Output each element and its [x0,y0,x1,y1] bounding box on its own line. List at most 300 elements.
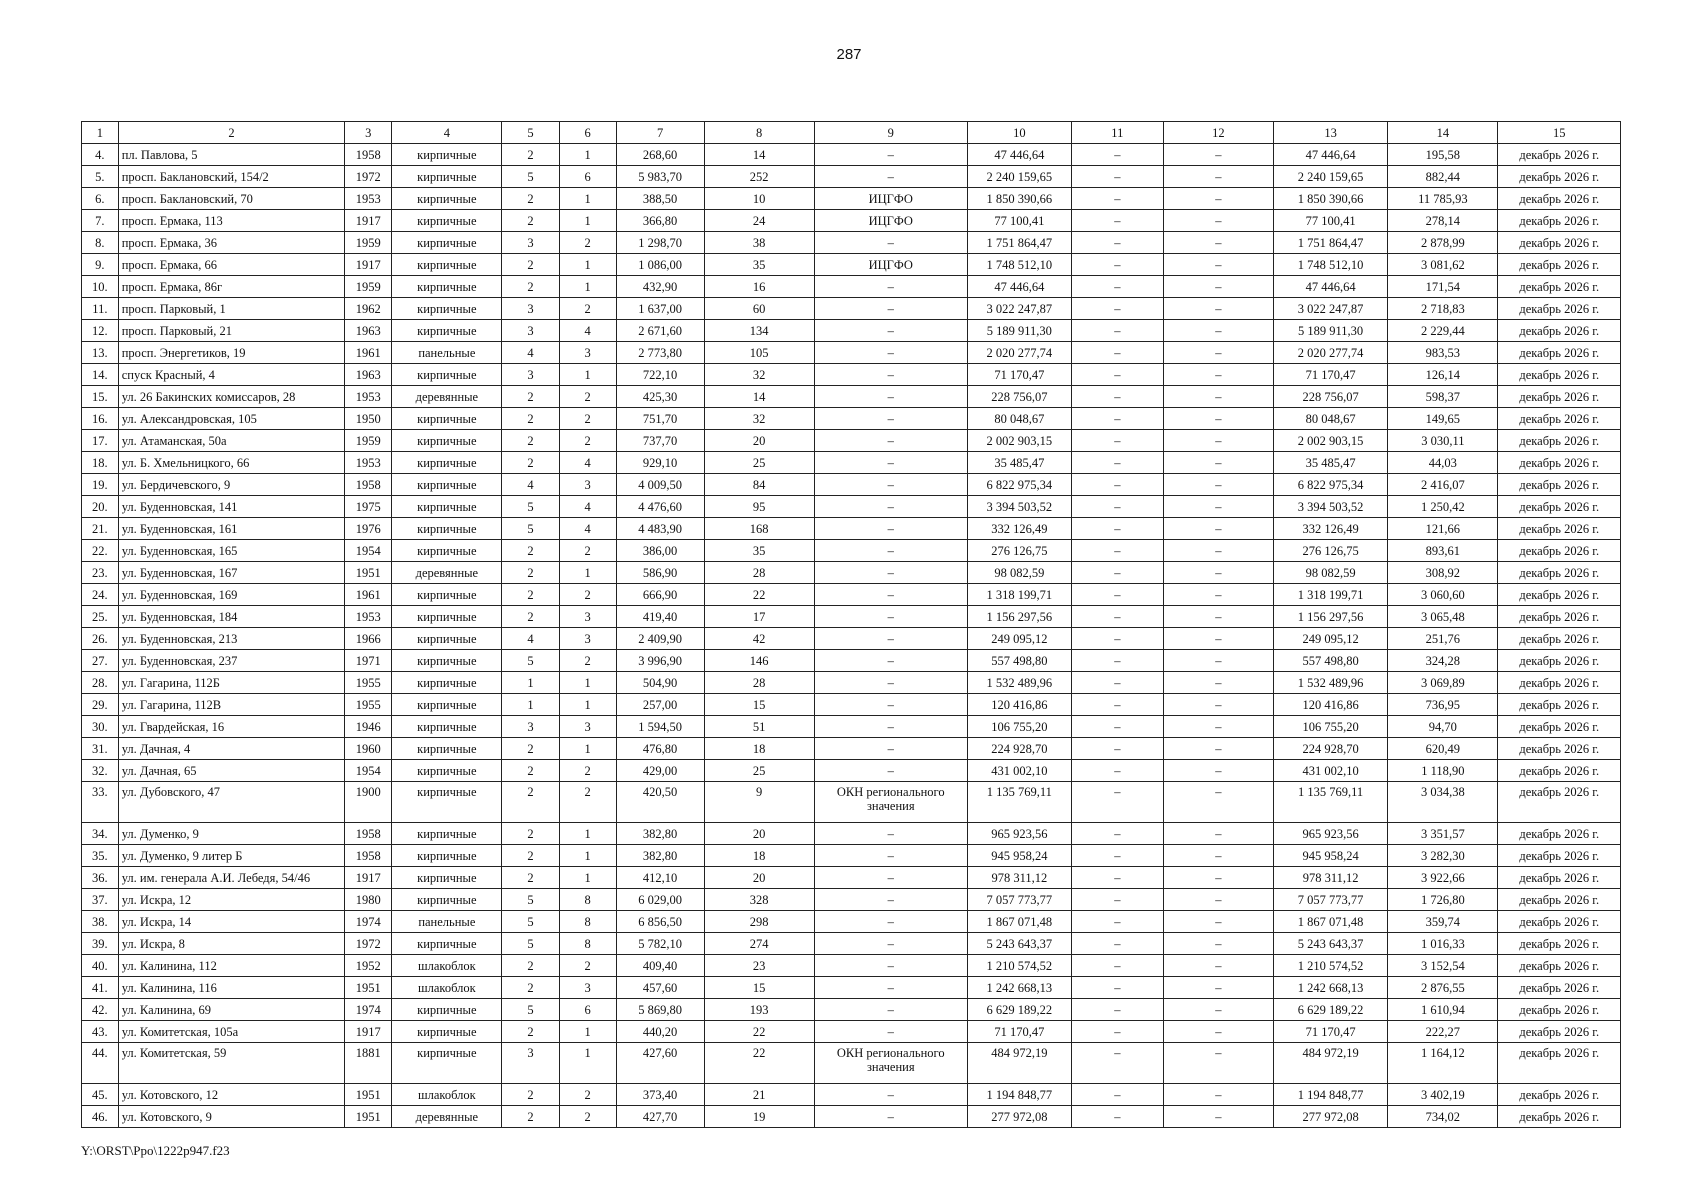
table-cell-col-14: 2 718,83 [1388,298,1498,320]
column-header-9: 9 [814,122,967,144]
table-cell-col-4: кирпичные [392,298,502,320]
table-cell-col-8: 19 [704,1106,814,1128]
table-cell-col-3: 1954 [345,760,392,782]
table-cell-col-15: декабрь 2026 г. [1498,694,1621,716]
table-cell-col-2: ул. Калинина, 69 [118,999,345,1021]
table-cell-col-3: 1972 [345,166,392,188]
table-cell-col-1: 26. [82,628,119,650]
table-cell-col-12: – [1163,760,1273,782]
table-cell-col-4: кирпичные [392,867,502,889]
table-cell-col-2: ул. Буденновская, 237 [118,650,345,672]
table-cell-col-15: декабрь 2026 г. [1498,1021,1621,1043]
table-cell-col-13: 6 629 189,22 [1273,999,1387,1021]
table-cell-col-6: 2 [559,760,616,782]
table-cell-col-3: 1950 [345,408,392,430]
table-cell-col-9: – [814,518,967,540]
table-cell-col-1: 21. [82,518,119,540]
table-cell-col-14: 1 726,80 [1388,889,1498,911]
table-cell-col-2: ул. Котовского, 12 [118,1084,345,1106]
table-row [82,867,1621,889]
table-cell-col-3: 1917 [345,1021,392,1043]
table-cell-col-10: 71 170,47 [967,364,1071,386]
table-cell-col-1: 15. [82,386,119,408]
table-cell-col-12: – [1163,320,1273,342]
table-cell-col-6: 2 [559,408,616,430]
table-cell-col-3: 1958 [345,845,392,867]
table-cell-col-2: просп. Баклановский, 70 [118,188,345,210]
table-cell-col-8: 134 [704,320,814,342]
table-cell-col-9: – [814,342,967,364]
table-cell-col-10: 2 240 159,65 [967,166,1071,188]
table-cell-col-9: – [814,628,967,650]
table-cell-col-5: 5 [502,650,559,672]
table-cell-col-7: 425,30 [616,386,704,408]
table-cell-col-1: 17. [82,430,119,452]
table-cell-col-1: 14. [82,364,119,386]
table-cell-col-3: 1960 [345,738,392,760]
table-cell-col-15: декабрь 2026 г. [1498,911,1621,933]
table-row [82,845,1621,867]
table-cell-col-8: 15 [704,694,814,716]
table-cell-col-9: – [814,867,967,889]
table-cell-col-12: – [1163,977,1273,999]
table-cell-col-7: 420,50 [616,782,704,823]
table-cell-col-7: 268,60 [616,144,704,166]
table-cell-col-11: – [1071,562,1163,584]
table-row [82,584,1621,606]
table-row [82,386,1621,408]
table-cell-col-14: 3 922,66 [1388,867,1498,889]
table-cell-col-3: 1966 [345,628,392,650]
table-cell-col-6: 2 [559,782,616,823]
table-cell-col-8: 20 [704,867,814,889]
table-cell-col-8: 32 [704,364,814,386]
table-cell-col-14: 278,14 [1388,210,1498,232]
table-cell-col-5: 2 [502,562,559,584]
table-row [82,911,1621,933]
table-cell-col-5: 4 [502,628,559,650]
table-cell-col-7: 386,00 [616,540,704,562]
column-header-7: 7 [616,122,704,144]
column-header-6: 6 [559,122,616,144]
table-cell-col-7: 429,00 [616,760,704,782]
table-cell-col-4: кирпичные [392,364,502,386]
table-cell-col-5: 1 [502,672,559,694]
table-cell-col-9: – [814,584,967,606]
table-cell-col-7: 2 671,60 [616,320,704,342]
table-row [82,518,1621,540]
table-cell-col-14: 324,28 [1388,650,1498,672]
table-cell-col-12: – [1163,1021,1273,1043]
table-cell-col-3: 1951 [345,1106,392,1128]
table-cell-col-13: 47 446,64 [1273,144,1387,166]
table-cell-col-10: 277 972,08 [967,1106,1071,1128]
table-cell-col-4: кирпичные [392,496,502,518]
table-cell-col-15: декабрь 2026 г. [1498,760,1621,782]
table-row [82,955,1621,977]
file-path-footer: Y:\ORST\Ppo\1222p947.f23 [81,1143,230,1158]
table-cell-col-15: декабрь 2026 г. [1498,144,1621,166]
table-cell-col-13: 71 170,47 [1273,364,1387,386]
table-cell-col-13: 1 242 668,13 [1273,977,1387,999]
table-cell-col-1: 46. [82,1106,119,1128]
table-cell-col-5: 5 [502,496,559,518]
table-cell-col-15: декабрь 2026 г. [1498,1106,1621,1128]
table-cell-col-3: 1951 [345,1084,392,1106]
table-cell-col-11: – [1071,823,1163,845]
table-cell-col-1: 16. [82,408,119,430]
table-cell-col-8: 22 [704,1021,814,1043]
table-cell-col-5: 2 [502,254,559,276]
table-cell-col-15: декабрь 2026 г. [1498,1084,1621,1106]
table-cell-col-2: пл. Павлова, 5 [118,144,345,166]
table-cell-col-14: 94,70 [1388,716,1498,738]
table-cell-col-1: 22. [82,540,119,562]
table-cell-col-5: 2 [502,452,559,474]
table-row [82,188,1621,210]
table-cell-col-6: 4 [559,452,616,474]
table-cell-col-8: 105 [704,342,814,364]
table-cell-col-1: 20. [82,496,119,518]
table-cell-col-7: 4 009,50 [616,474,704,496]
table-cell-col-4: кирпичные [392,540,502,562]
table-cell-col-15: декабрь 2026 г. [1498,320,1621,342]
table-cell-col-5: 2 [502,738,559,760]
table-cell-col-5: 2 [502,867,559,889]
table-cell-col-15: декабрь 2026 г. [1498,955,1621,977]
table-cell-col-9: – [814,933,967,955]
table-cell-col-10: 5 243 643,37 [967,933,1071,955]
table-cell-col-2: просп. Ермака, 36 [118,232,345,254]
table-cell-col-13: 98 082,59 [1273,562,1387,584]
table-cell-col-8: 25 [704,452,814,474]
table-cell-col-13: 1 751 864,47 [1273,232,1387,254]
table-cell-col-11: – [1071,518,1163,540]
table-cell-col-13: 77 100,41 [1273,210,1387,232]
table-cell-col-15: декабрь 2026 г. [1498,298,1621,320]
table-cell-col-13: 106 755,20 [1273,716,1387,738]
table-cell-col-12: – [1163,166,1273,188]
table-cell-col-2: ул. Дачная, 65 [118,760,345,782]
table-cell-col-10: 2 020 277,74 [967,342,1071,364]
table-cell-col-4: кирпичные [392,760,502,782]
table-cell-col-9: – [814,474,967,496]
table-cell-col-7: 382,80 [616,845,704,867]
table-row [82,298,1621,320]
table-cell-col-13: 484 972,19 [1273,1043,1387,1084]
table-cell-col-8: 51 [704,716,814,738]
table-cell-col-2: ул. Буденновская, 167 [118,562,345,584]
table-cell-col-1: 41. [82,977,119,999]
table-cell-col-10: 431 002,10 [967,760,1071,782]
table-cell-col-10: 1 850 390,66 [967,188,1071,210]
table-cell-col-6: 2 [559,1084,616,1106]
table-cell-col-15: декабрь 2026 г. [1498,672,1621,694]
table-cell-col-15: декабрь 2026 г. [1498,933,1621,955]
table-cell-col-10: 224 928,70 [967,738,1071,760]
table-cell-col-10: 332 126,49 [967,518,1071,540]
table-cell-col-2: просп. Баклановский, 154/2 [118,166,345,188]
table-cell-col-6: 1 [559,210,616,232]
table-cell-col-4: кирпичные [392,650,502,672]
table-cell-col-3: 1963 [345,364,392,386]
table-cell-col-13: 3 022 247,87 [1273,298,1387,320]
table-cell-col-8: 252 [704,166,814,188]
table-cell-col-13: 945 958,24 [1273,845,1387,867]
table-row [82,452,1621,474]
table-cell-col-10: 1 867 071,48 [967,911,1071,933]
table-cell-col-14: 3 081,62 [1388,254,1498,276]
table-cell-col-1: 45. [82,1084,119,1106]
table-cell-col-14: 149,65 [1388,408,1498,430]
table-cell-col-5: 4 [502,474,559,496]
table-cell-col-10: 484 972,19 [967,1043,1071,1084]
table-cell-col-6: 3 [559,606,616,628]
table-cell-col-6: 2 [559,1106,616,1128]
table-cell-col-11: – [1071,977,1163,999]
table-cell-col-9: ИЦГФО [814,188,967,210]
table-cell-col-8: 42 [704,628,814,650]
table-row [82,254,1621,276]
table-cell-col-6: 1 [559,1021,616,1043]
table-cell-col-14: 2 229,44 [1388,320,1498,342]
table-cell-col-14: 1 164,12 [1388,1043,1498,1084]
table-cell-col-13: 1 867 071,48 [1273,911,1387,933]
table-cell-col-6: 2 [559,584,616,606]
table-cell-col-13: 47 446,64 [1273,276,1387,298]
table-cell-col-12: – [1163,1043,1273,1084]
table-cell-col-9: – [814,430,967,452]
table-cell-col-9: ИЦГФО [814,210,967,232]
table-cell-col-7: 432,90 [616,276,704,298]
table-cell-col-4: кирпичные [392,1043,502,1084]
table-cell-col-13: 965 923,56 [1273,823,1387,845]
table-cell-col-7: 586,90 [616,562,704,584]
table-cell-col-3: 1917 [345,867,392,889]
table-cell-col-13: 228 756,07 [1273,386,1387,408]
table-cell-col-11: – [1071,955,1163,977]
table-cell-col-8: 146 [704,650,814,672]
table-row [82,933,1621,955]
table-cell-col-4: кирпичные [392,584,502,606]
table-cell-col-6: 1 [559,562,616,584]
table-cell-col-2: ул. Искра, 14 [118,911,345,933]
table-cell-col-13: 332 126,49 [1273,518,1387,540]
table-cell-col-6: 3 [559,977,616,999]
table-cell-col-2: ул. Бердичевского, 9 [118,474,345,496]
table-cell-col-14: 1 016,33 [1388,933,1498,955]
table-cell-col-1: 34. [82,823,119,845]
table-cell-col-5: 2 [502,276,559,298]
table-cell-col-7: 382,80 [616,823,704,845]
table-cell-col-4: кирпичные [392,1021,502,1043]
table-cell-col-15: декабрь 2026 г. [1498,474,1621,496]
table-row [82,496,1621,518]
table-cell-col-14: 195,58 [1388,144,1498,166]
table-cell-col-12: – [1163,845,1273,867]
table-cell-col-6: 8 [559,889,616,911]
table-cell-col-2: ул. Комитетская, 59 [118,1043,345,1084]
table-cell-col-13: 978 311,12 [1273,867,1387,889]
table-row [82,408,1621,430]
table-cell-col-6: 1 [559,845,616,867]
table-cell-col-8: 22 [704,1043,814,1084]
column-header-3: 3 [345,122,392,144]
table-cell-col-7: 4 476,60 [616,496,704,518]
table-cell-col-13: 277 972,08 [1273,1106,1387,1128]
table-cell-col-12: – [1163,276,1273,298]
table-cell-col-3: 1951 [345,562,392,584]
table-cell-col-5: 1 [502,694,559,716]
table-cell-col-3: 1917 [345,210,392,232]
table-cell-col-10: 1 156 297,56 [967,606,1071,628]
table-cell-col-4: кирпичные [392,782,502,823]
table-cell-col-3: 1958 [345,474,392,496]
table-cell-col-4: панельные [392,911,502,933]
table-cell-col-9: – [814,496,967,518]
table-cell-col-4: кирпичные [392,823,502,845]
table-cell-col-11: – [1071,144,1163,166]
column-header-12: 12 [1163,122,1273,144]
table-cell-col-14: 598,37 [1388,386,1498,408]
table-cell-col-5: 2 [502,408,559,430]
table-cell-col-13: 5 243 643,37 [1273,933,1387,955]
table-cell-col-1: 33. [82,782,119,823]
table-cell-col-6: 3 [559,628,616,650]
table-cell-col-2: ул. Гвардейская, 16 [118,716,345,738]
table-cell-col-14: 1 250,42 [1388,496,1498,518]
table-cell-col-9: – [814,694,967,716]
table-cell-col-7: 257,00 [616,694,704,716]
table-cell-col-13: 2 240 159,65 [1273,166,1387,188]
table-cell-col-6: 1 [559,738,616,760]
column-number-row [82,122,1621,144]
table-cell-col-10: 120 416,86 [967,694,1071,716]
table-cell-col-14: 734,02 [1388,1106,1498,1128]
table-cell-col-1: 8. [82,232,119,254]
table-cell-col-7: 427,60 [616,1043,704,1084]
table-cell-col-11: – [1071,320,1163,342]
table-cell-col-11: – [1071,716,1163,738]
table-cell-col-3: 1974 [345,911,392,933]
table-cell-col-11: – [1071,672,1163,694]
table-cell-col-10: 6 822 975,34 [967,474,1071,496]
table-cell-col-12: – [1163,738,1273,760]
table-cell-col-6: 4 [559,496,616,518]
table-cell-col-1: 37. [82,889,119,911]
table-cell-col-9: ИЦГФО [814,254,967,276]
table-cell-col-5: 2 [502,1106,559,1128]
table-cell-col-5: 5 [502,933,559,955]
table-cell-col-11: – [1071,1021,1163,1043]
table-cell-col-7: 6 856,50 [616,911,704,933]
table-cell-col-11: – [1071,867,1163,889]
table-cell-col-11: – [1071,342,1163,364]
table-cell-col-12: – [1163,298,1273,320]
table-cell-col-6: 2 [559,650,616,672]
table-cell-col-12: – [1163,144,1273,166]
table-cell-col-2: спуск Красный, 4 [118,364,345,386]
table-cell-col-2: ул. Дубовского, 47 [118,782,345,823]
table-cell-col-14: 11 785,93 [1388,188,1498,210]
table-cell-col-9: ОКН регионального значения [814,782,967,823]
table-cell-col-2: просп. Ермака, 113 [118,210,345,232]
table-cell-col-14: 983,53 [1388,342,1498,364]
table-cell-col-14: 308,92 [1388,562,1498,584]
table-cell-col-9: – [814,166,967,188]
table-cell-col-4: кирпичные [392,694,502,716]
page-number: 287 [836,46,862,63]
table-cell-col-5: 2 [502,210,559,232]
table-cell-col-15: декабрь 2026 г. [1498,210,1621,232]
table-cell-col-1: 19. [82,474,119,496]
table-cell-col-3: 1955 [345,672,392,694]
table-cell-col-11: – [1071,1084,1163,1106]
table-cell-col-11: – [1071,999,1163,1021]
table-cell-col-1: 7. [82,210,119,232]
table-cell-col-9: – [814,650,967,672]
table-row [82,1043,1621,1084]
table-cell-col-11: – [1071,606,1163,628]
table-cell-col-14: 3 060,60 [1388,584,1498,606]
table-cell-col-11: – [1071,364,1163,386]
table-cell-col-12: – [1163,540,1273,562]
table-cell-col-2: ул. Александровская, 105 [118,408,345,430]
table-cell-col-5: 2 [502,584,559,606]
table-cell-col-6: 4 [559,518,616,540]
table-cell-col-3: 1959 [345,232,392,254]
table-cell-col-10: 77 100,41 [967,210,1071,232]
table-cell-col-10: 98 082,59 [967,562,1071,584]
table-cell-col-13: 1 850 390,66 [1273,188,1387,210]
table-row [82,628,1621,650]
table-cell-col-8: 10 [704,188,814,210]
table-cell-col-11: – [1071,298,1163,320]
table-cell-col-12: – [1163,496,1273,518]
table-cell-col-15: декабрь 2026 г. [1498,342,1621,364]
table-cell-col-1: 23. [82,562,119,584]
table-cell-col-15: декабрь 2026 г. [1498,188,1621,210]
table-cell-col-4: кирпичные [392,430,502,452]
table-cell-col-10: 1 194 848,77 [967,1084,1071,1106]
table-cell-col-7: 504,90 [616,672,704,694]
table-cell-col-5: 2 [502,782,559,823]
table-cell-col-10: 276 126,75 [967,540,1071,562]
table-cell-col-14: 44,03 [1388,452,1498,474]
table-cell-col-14: 126,14 [1388,364,1498,386]
table-cell-col-7: 409,40 [616,955,704,977]
table-cell-col-15: декабрь 2026 г. [1498,584,1621,606]
table-cell-col-15: декабрь 2026 г. [1498,999,1621,1021]
table-cell-col-8: 84 [704,474,814,496]
table-cell-col-4: кирпичные [392,210,502,232]
table-cell-col-10: 945 958,24 [967,845,1071,867]
table-cell-col-6: 8 [559,933,616,955]
table-cell-col-8: 22 [704,584,814,606]
table-cell-col-6: 3 [559,716,616,738]
table-cell-col-2: ул. Калинина, 112 [118,955,345,977]
table-cell-col-7: 1 298,70 [616,232,704,254]
table-cell-col-2: ул. Котовского, 9 [118,1106,345,1128]
table-cell-col-8: 32 [704,408,814,430]
column-header-15: 15 [1498,122,1621,144]
table-cell-col-11: – [1071,760,1163,782]
table-row [82,232,1621,254]
table-cell-col-12: – [1163,955,1273,977]
table-cell-col-6: 2 [559,540,616,562]
column-header-5: 5 [502,122,559,144]
table-cell-col-4: кирпичные [392,845,502,867]
